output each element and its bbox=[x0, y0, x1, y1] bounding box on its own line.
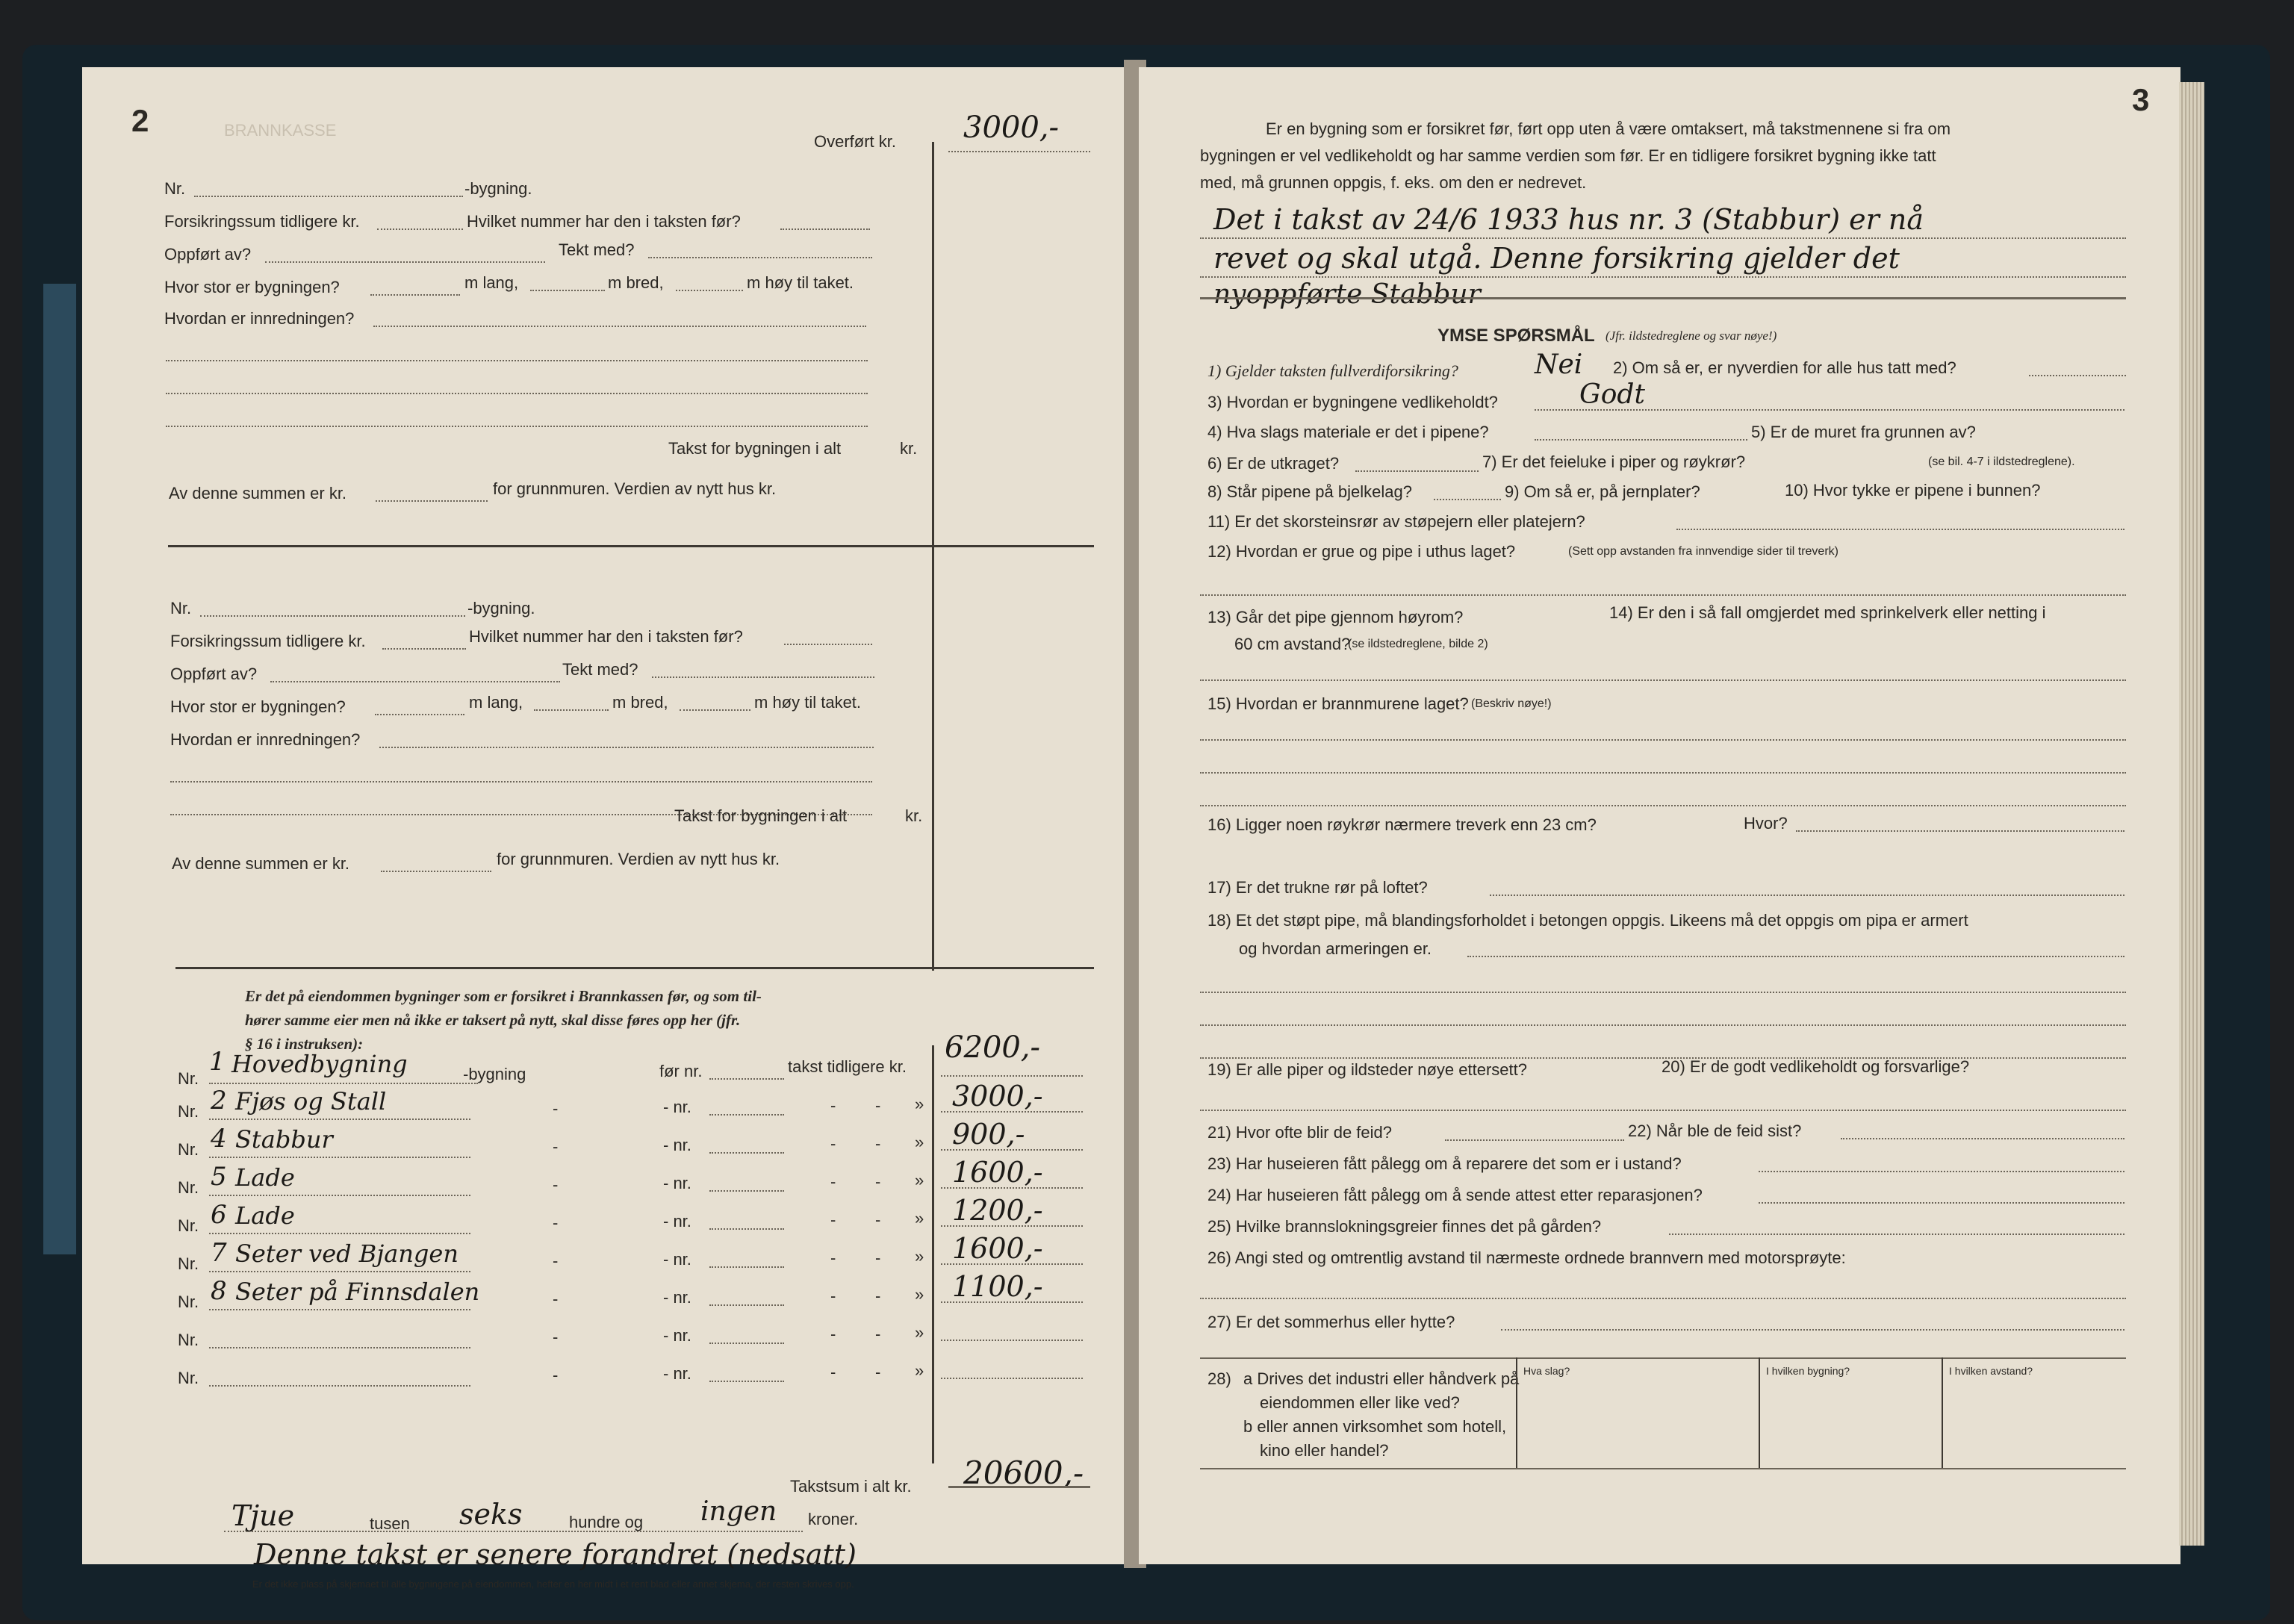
row3-nr2: - nr. bbox=[663, 1136, 691, 1154]
table-header-takst: takst tidligere kr. bbox=[788, 1057, 907, 1076]
row8-value-line bbox=[941, 1340, 1083, 1341]
b2-forsikringssum-line bbox=[382, 648, 466, 650]
row1-name: Hovedbygning bbox=[231, 1050, 408, 1078]
b1-grunnmur-label: for grunnmuren. Verdien av nytt hus kr. bbox=[493, 479, 777, 498]
b2-takst-kr: kr. bbox=[905, 806, 923, 825]
row7-line bbox=[209, 1309, 470, 1310]
b1-tekt-line bbox=[648, 257, 872, 258]
q15-blank-line-2 bbox=[1200, 772, 2126, 774]
row4-line bbox=[209, 1195, 470, 1196]
q18-blank-line-2 bbox=[1200, 1024, 2126, 1026]
q28-col-bygning: I hvilken bygning? bbox=[1766, 1365, 1850, 1377]
q12: 12) Hvordan er grue og pipe i uthus laget? bbox=[1207, 542, 1516, 561]
right-page bbox=[1139, 67, 2180, 1564]
row3-nr: 4 bbox=[211, 1124, 227, 1154]
row2-fornr-line bbox=[709, 1114, 784, 1116]
row9-fornr-line bbox=[709, 1381, 784, 1382]
b1-hoy-line bbox=[676, 290, 743, 291]
row5-dash3: - bbox=[875, 1210, 881, 1229]
row9-quote: » bbox=[915, 1361, 924, 1380]
page-number: 3 bbox=[2132, 82, 2150, 117]
q18: 18) Et det støpt pipe, må blandingsforholdet i betongen oppgis. Likeens må det oppgis om pipa er armert bbox=[1207, 911, 1968, 930]
row1-value-line bbox=[941, 1075, 1083, 1077]
q4-line bbox=[1535, 439, 1747, 441]
b1-tekt-label: Tekt med? bbox=[559, 240, 635, 259]
b2-avsummen-label: Av denne summen er kr. bbox=[172, 854, 350, 873]
q23-line bbox=[1759, 1171, 2124, 1172]
q7-note: (se bil. 4-7 i ildstedreglene). bbox=[1928, 455, 2075, 468]
b1-hvorstor-label: Hvor stor er bygningen? bbox=[164, 278, 340, 296]
page-stack-edges bbox=[2179, 82, 2204, 1546]
q19: 19) Er alle piper og ildsteder nøye ettersett? bbox=[1207, 1060, 1528, 1079]
row9-line bbox=[209, 1385, 470, 1387]
row3-nr-label: Nr. bbox=[178, 1140, 199, 1159]
row3-name: Stabbur bbox=[235, 1125, 333, 1154]
row7-nr: 8 bbox=[211, 1276, 227, 1306]
row5-dash: - bbox=[553, 1213, 559, 1232]
row7-name: Seter på Finnsdalen bbox=[235, 1278, 480, 1306]
b2-forsikringssum-label: Forsikringssum tidligere kr. bbox=[170, 632, 366, 650]
b2-innredning-line bbox=[379, 747, 874, 748]
row5-nr-label: Nr. bbox=[178, 1216, 199, 1235]
left-footer: Er det ikke plass på skjemaet til alle bygningene på eiendommen, hefter en her midt i et rent blad eller annet skjema, der resten skrives opp. bbox=[252, 1578, 854, 1590]
row1-line bbox=[209, 1083, 478, 1084]
q3-line bbox=[1535, 409, 2124, 411]
row7-dash3: - bbox=[875, 1287, 881, 1305]
row3-line bbox=[209, 1157, 470, 1158]
row6-dash2: - bbox=[830, 1248, 836, 1267]
q23: 23) Har huseieren fått pålegg om å reparere det som er i ustand? bbox=[1207, 1154, 1682, 1173]
q11-line bbox=[1676, 529, 2124, 530]
q22: 22) Når ble de feid sist? bbox=[1628, 1121, 1802, 1140]
cover-spine-edge bbox=[43, 284, 76, 1254]
row1-value: 6200,- bbox=[945, 1030, 1041, 1065]
row8-fornr-line bbox=[709, 1343, 784, 1344]
row5-fornr-line bbox=[709, 1228, 784, 1230]
table-header-fornr: før nr. bbox=[659, 1062, 703, 1080]
row5-value: 1200,- bbox=[952, 1194, 1043, 1227]
b2-bygning-label: -bygning. bbox=[467, 599, 535, 617]
b1-avsummen-label: Av denne summen er kr. bbox=[169, 484, 347, 503]
row9-nr-label: Nr. bbox=[178, 1369, 199, 1387]
row6-quote: » bbox=[915, 1247, 924, 1266]
q18-blank-line-1 bbox=[1200, 992, 2126, 993]
b2-hvilket-label: Hvilket nummer har den i taksten før? bbox=[469, 627, 743, 646]
q13: 13) Går det pipe gjennom høyrom? bbox=[1207, 608, 1464, 626]
row2-quote: » bbox=[915, 1095, 924, 1113]
b2-lang-line bbox=[375, 714, 464, 715]
q28b: b eller annen virksomhet som hotell, bbox=[1243, 1417, 1507, 1436]
b1-lang-label: m lang, bbox=[464, 273, 519, 292]
q15-note: (Beskriv nøye!) bbox=[1471, 697, 1552, 710]
row7-quote: » bbox=[915, 1285, 924, 1304]
q22-line bbox=[1841, 1138, 2124, 1139]
b1-bygning-label: -bygning. bbox=[464, 179, 532, 198]
overfort-line bbox=[948, 151, 1090, 152]
q28-col-rule-3 bbox=[1942, 1357, 1943, 1469]
row9-nr2: - nr. bbox=[663, 1364, 691, 1383]
row2-nr2: - nr. bbox=[663, 1098, 691, 1116]
q28-col-rule-1 bbox=[1516, 1357, 1517, 1469]
q8: 8) Står pipene på bjelkelag? bbox=[1207, 482, 1412, 501]
sum-tusen-value: Tjue bbox=[231, 1499, 295, 1532]
row8-nr2: - nr. bbox=[663, 1326, 691, 1345]
b1-hoy-label: m høy til taket. bbox=[747, 273, 854, 292]
b1-avsummen-line bbox=[376, 500, 488, 502]
hw-intro-line-1 bbox=[1200, 237, 2126, 239]
q6: 6) Er de utkraget? bbox=[1207, 454, 1340, 473]
q9: 9) Om så er, på jernplater? bbox=[1505, 482, 1700, 501]
ymse-title: YMSE SPØRSMÅL bbox=[1437, 326, 1595, 346]
q26: 26) Angi sted og omtrentlig avstand til nærmeste ordnede brannvern med motorsprøyte: bbox=[1207, 1248, 1846, 1267]
row8-dash: - bbox=[553, 1328, 559, 1346]
q15-blank-line-1 bbox=[1200, 739, 2126, 741]
q10: 10) Hvor tykke er pipene i bunnen? bbox=[1785, 481, 2041, 500]
q28-col-hva: Hva slag? bbox=[1523, 1365, 1570, 1377]
q5: 5) Er de muret fra grunnen av? bbox=[1751, 423, 1976, 441]
row2-dash3: - bbox=[875, 1096, 881, 1115]
q27-line bbox=[1501, 1329, 2124, 1331]
row2-nr: 2 bbox=[211, 1086, 227, 1116]
q6-line bbox=[1355, 470, 1479, 472]
q16-line bbox=[1796, 830, 2124, 832]
b1-oppfort-line bbox=[265, 261, 545, 263]
b2-blank-line-1 bbox=[170, 781, 872, 783]
row3-dash2: - bbox=[830, 1134, 836, 1153]
row3-fornr-line bbox=[709, 1152, 784, 1154]
b1-blank-line-3 bbox=[166, 426, 868, 427]
row1-handwritten: 1 bbox=[209, 1047, 226, 1077]
left-page bbox=[82, 67, 1128, 1590]
b1-oppfort-label: Oppført av? bbox=[164, 245, 252, 264]
b2-nr-line bbox=[200, 615, 465, 617]
row3-value-line bbox=[941, 1149, 1083, 1151]
row6-value-line bbox=[941, 1263, 1083, 1265]
row6-name: Seter ved Bjangen bbox=[235, 1239, 459, 1268]
row4-dash2: - bbox=[830, 1172, 836, 1191]
b1-blank-line-2 bbox=[166, 393, 868, 394]
intro-line-1: Er en bygning som er forsikret før, ført opp uten å være omtaksert, må takstmennene si fra om bbox=[1266, 119, 1951, 138]
q21-line bbox=[1445, 1139, 1624, 1141]
b2-hoy-label: m høy til taket. bbox=[754, 693, 862, 712]
page-number: 2 bbox=[131, 103, 149, 138]
q28-bottom-rule bbox=[1200, 1468, 2126, 1469]
q1-answer: Nei bbox=[1535, 349, 1583, 380]
b2-innredning-label: Hvordan er innredningen? bbox=[170, 730, 361, 749]
row9-dash2: - bbox=[830, 1363, 836, 1381]
q14-cont: 60 cm avstand? bbox=[1234, 635, 1351, 653]
row6-nr-label: Nr. bbox=[178, 1254, 199, 1273]
block-separator-2 bbox=[175, 967, 1094, 969]
q28-top-rule bbox=[1200, 1357, 2126, 1359]
row4-value: 1600,- bbox=[952, 1156, 1043, 1189]
row4-quote: » bbox=[915, 1171, 924, 1189]
b2-tekt-label: Tekt med? bbox=[562, 660, 638, 679]
row3-dash3: - bbox=[875, 1134, 881, 1153]
q2: 2) Om så er, er nyverdien for alle hus tatt med? bbox=[1613, 358, 1956, 377]
row2-value: 3000,- bbox=[952, 1080, 1043, 1113]
q14-note: (se ildstedreglene, bilde 2) bbox=[1348, 638, 1488, 650]
sum-og-value: ingen bbox=[700, 1496, 777, 1527]
q24-line bbox=[1759, 1202, 2124, 1204]
b2-lang-label: m lang, bbox=[469, 693, 523, 712]
row7-value: 1100,- bbox=[952, 1270, 1043, 1303]
row4-name: Lade bbox=[235, 1163, 295, 1192]
hw-intro-line-2 bbox=[1200, 276, 2126, 278]
q14: 14) Er den i så fall omgjerdet med sprinkelverk eller netting i bbox=[1609, 603, 2046, 622]
b1-bred-label: m bred, bbox=[608, 273, 664, 292]
q16: 16) Ligger noen røykrør nærmere treverk enn 23 cm? bbox=[1207, 815, 1597, 834]
q8-line bbox=[1434, 499, 1501, 500]
b2-nr-label: Nr. bbox=[170, 599, 192, 617]
handwritten-intro-2: revet og skal utgå. Denne forsikring gjelder det bbox=[1213, 242, 1900, 275]
instruction-line-1: Er det på eiendommen bygninger som er forsikret i Brannkassen før, og som til- bbox=[245, 987, 762, 1005]
q28-col-rule-2 bbox=[1759, 1357, 1760, 1469]
q15-blank-line-3 bbox=[1200, 805, 2126, 806]
q28a-cont: eiendommen eller like ved? bbox=[1260, 1393, 1460, 1412]
b1-innredning-label: Hvordan er innredningen? bbox=[164, 309, 355, 328]
b1-bred-line bbox=[530, 290, 605, 291]
row5-line bbox=[209, 1233, 470, 1234]
row3-quote: » bbox=[915, 1133, 924, 1151]
row2-dash2: - bbox=[830, 1096, 836, 1115]
b2-bred-label: m bred, bbox=[612, 693, 668, 712]
stamp-bleed: BRANNKASSE bbox=[224, 121, 337, 140]
q17-line bbox=[1490, 895, 2124, 896]
ymse-subtitle: (Jfr. ildstedreglene og svar nøye!) bbox=[1606, 329, 1777, 343]
table-header-nr: Nr. bbox=[178, 1069, 199, 1088]
row6-nr2: - nr. bbox=[663, 1250, 691, 1269]
b1-hvilket-label: Hvilket nummer har den i taksten før? bbox=[467, 212, 741, 231]
b1-nr-line bbox=[194, 196, 463, 197]
sum-hundre-label: hundre og bbox=[569, 1513, 644, 1531]
row1-fornr-line bbox=[709, 1078, 784, 1080]
q7: 7) Er det feieluke i piper og røykrør? bbox=[1482, 452, 1746, 471]
q18-cont: og hvordan armeringen er. bbox=[1239, 939, 1432, 958]
row8-quote: » bbox=[915, 1323, 924, 1342]
b1-takst-label: Takst for bygningen i alt bbox=[668, 439, 842, 458]
b2-tekt-line bbox=[652, 676, 874, 678]
q27: 27) Er det sommerhus eller hytte? bbox=[1207, 1313, 1455, 1331]
table-value-column-rule bbox=[932, 1045, 934, 1463]
row5-dash2: - bbox=[830, 1210, 836, 1229]
q11: 11) Er det skorsteinsrør av støpejern eller platejern? bbox=[1207, 512, 1585, 531]
intro-line-2: bygningen er vel vedlikeholdt og har samme verdien som før. Er en tidligere forsikret bygning ikke tatt bbox=[1200, 146, 1936, 165]
row6-line bbox=[209, 1271, 470, 1272]
q25-line bbox=[1669, 1233, 2124, 1235]
q26-blank-line bbox=[1200, 1298, 2126, 1299]
row2-line bbox=[209, 1119, 470, 1120]
b2-hvilket-line bbox=[784, 644, 872, 645]
sum-hundre-value: seks bbox=[459, 1498, 523, 1531]
row4-dash3: - bbox=[875, 1172, 881, 1191]
q18-line bbox=[1467, 956, 2124, 957]
q24: 24) Har huseieren fått pålegg om å sende attest etter reparasjonen? bbox=[1207, 1186, 1703, 1204]
row8-dash2: - bbox=[830, 1325, 836, 1343]
row7-dash: - bbox=[553, 1289, 559, 1308]
q3: 3) Hvordan er bygningene vedlikeholdt? bbox=[1207, 393, 1498, 411]
instruction-line-2: hører samme eier men nå ikke er taksert på nytt, skal disse føres opp her (jfr. bbox=[245, 1011, 741, 1029]
sum-kroner-label: kroner. bbox=[808, 1510, 859, 1528]
row3-value: 900,- bbox=[952, 1118, 1025, 1151]
row9-dash3: - bbox=[875, 1363, 881, 1381]
b1-innredning-line bbox=[373, 326, 866, 327]
b2-bred-line bbox=[534, 709, 609, 711]
handwritten-note: Denne takst er senere forandret (nedsatt) bbox=[254, 1538, 857, 1571]
row8-nr-label: Nr. bbox=[178, 1331, 199, 1349]
row2-value-line bbox=[941, 1111, 1083, 1113]
row4-nr2: - nr. bbox=[663, 1174, 691, 1192]
q3-answer: Godt bbox=[1579, 379, 1645, 410]
row3-dash: - bbox=[553, 1137, 559, 1156]
handwritten-intro-1: Det i takst av 24/6 1933 hus nr. 3 (Stabbur) er nå bbox=[1213, 203, 1924, 236]
takstsum-value: 20600,- bbox=[963, 1455, 1084, 1491]
row6-value: 1600,- bbox=[952, 1232, 1043, 1265]
q16-hvor: Hvor? bbox=[1744, 814, 1788, 833]
handwritten-intro-3: nyoppførte Stabbur bbox=[1213, 279, 1481, 310]
row5-nr: 6 bbox=[211, 1200, 227, 1230]
q2-line bbox=[2029, 375, 2126, 376]
b2-grunnmur-label: for grunnmuren. Verdien av nytt hus kr. bbox=[497, 850, 780, 868]
b2-hvorstor-label: Hvor stor er bygningen? bbox=[170, 697, 346, 716]
b2-oppfort-line bbox=[270, 681, 560, 682]
b1-forsikringssum-line bbox=[377, 228, 463, 230]
row7-nr2: - nr. bbox=[663, 1288, 691, 1307]
row5-value-line bbox=[941, 1225, 1083, 1227]
row2-dash: - bbox=[553, 1099, 559, 1118]
q28-num: 28) bbox=[1207, 1369, 1231, 1388]
q1: 1) Gjelder taksten fullverdiforsikring? bbox=[1207, 361, 1458, 380]
row7-value-line bbox=[941, 1301, 1083, 1303]
q20-blank-line bbox=[1200, 1110, 2126, 1111]
q12-blank-line bbox=[1200, 594, 2126, 596]
b1-blank-line-1 bbox=[166, 360, 868, 361]
q21: 21) Hvor ofte blir de feid? bbox=[1207, 1123, 1393, 1142]
takstsum-label: Takstsum i alt kr. bbox=[790, 1477, 912, 1496]
row6-nr: 7 bbox=[211, 1238, 227, 1268]
row7-nr-label: Nr. bbox=[178, 1292, 199, 1311]
row6-dash3: - bbox=[875, 1248, 881, 1267]
row5-name: Lade bbox=[235, 1201, 295, 1230]
row2-name: Fjøs og Stall bbox=[235, 1087, 387, 1116]
row4-dash: - bbox=[553, 1175, 559, 1194]
q4: 4) Hva slags materiale er det i pipene? bbox=[1207, 423, 1489, 441]
b2-hoy-line bbox=[680, 709, 750, 711]
row4-nr-label: Nr. bbox=[178, 1178, 199, 1197]
row4-nr: 5 bbox=[211, 1162, 227, 1192]
row4-value-line bbox=[941, 1187, 1083, 1189]
q28-col-avstand: I hvilken avstand? bbox=[1949, 1365, 2033, 1377]
intro-divider bbox=[1200, 297, 2126, 299]
b2-takst-label: Takst for bygningen i alt bbox=[674, 806, 848, 825]
row9-dash: - bbox=[553, 1366, 559, 1384]
row2-nr-label: Nr. bbox=[178, 1102, 199, 1121]
intro-line-3: med, må grunnen oppgis, f. eks. om den er nedrevet. bbox=[1200, 173, 1587, 192]
q28b-cont: kino eller handel? bbox=[1260, 1441, 1389, 1460]
q20: 20) Er de godt vedlikeholdt og forsvarlige? bbox=[1662, 1057, 1970, 1076]
row8-line bbox=[209, 1347, 470, 1348]
overfort-value: 3000,- bbox=[963, 111, 1060, 145]
row9-value-line bbox=[941, 1378, 1083, 1379]
q25: 25) Hvilke brannslokningsgreier finnes det på gården? bbox=[1207, 1217, 1602, 1236]
row7-dash2: - bbox=[830, 1287, 836, 1305]
q12-note: (Sett opp avstanden fra innvendige sider til treverk) bbox=[1568, 545, 1838, 558]
b1-takst-kr: kr. bbox=[900, 439, 918, 458]
q14-blank-line bbox=[1200, 679, 2126, 681]
sum-tusen-label: tusen bbox=[370, 1514, 410, 1533]
table-header-bygning: -bygning bbox=[463, 1065, 526, 1083]
block-separator-1 bbox=[168, 545, 1094, 547]
b1-lang-line bbox=[370, 294, 460, 296]
q15: 15) Hvordan er brannmurene laget? bbox=[1207, 694, 1469, 713]
q28a: a Drives det industri eller håndverk på bbox=[1243, 1369, 1520, 1388]
row6-dash: - bbox=[553, 1251, 559, 1270]
row8-dash3: - bbox=[875, 1325, 881, 1343]
instruction-line-3: § 16 i instruksen): bbox=[245, 1035, 364, 1053]
row5-quote: » bbox=[915, 1209, 924, 1228]
takstsum-underline bbox=[948, 1486, 1090, 1488]
row4-fornr-line bbox=[709, 1190, 784, 1192]
overfort-label: Overført kr. bbox=[814, 132, 896, 151]
b2-avsummen-line bbox=[381, 871, 491, 872]
left-value-column-rule bbox=[932, 142, 934, 971]
row5-nr2: - nr. bbox=[663, 1212, 691, 1231]
b1-nr-label: Nr. bbox=[164, 179, 186, 198]
b2-oppfort-label: Oppført av? bbox=[170, 665, 258, 683]
row6-fornr-line bbox=[709, 1266, 784, 1268]
q17: 17) Er det trukne rør på loftet? bbox=[1207, 878, 1428, 897]
sum-words-line bbox=[224, 1531, 803, 1532]
b1-forsikringssum-label: Forsikringssum tidligere kr. bbox=[164, 212, 360, 231]
b1-hvilket-line bbox=[780, 228, 870, 230]
row7-fornr-line bbox=[709, 1304, 784, 1306]
